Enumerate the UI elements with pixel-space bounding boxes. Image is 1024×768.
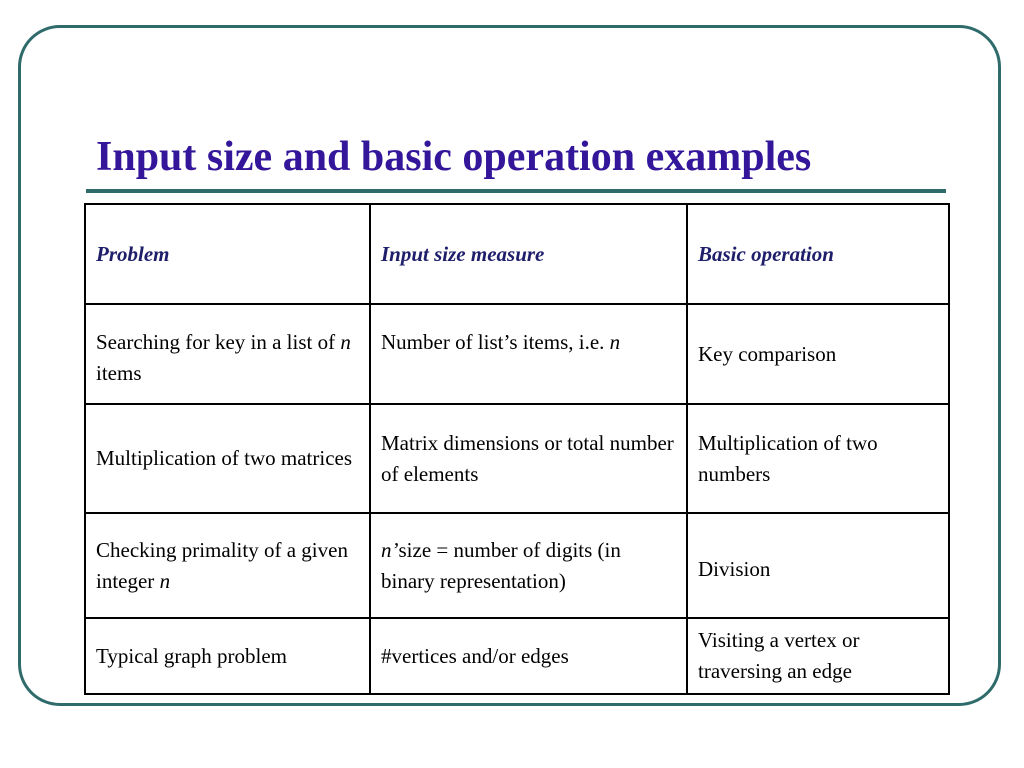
problem-text: Typical graph problem [96, 643, 287, 668]
problem-cell [85, 304, 370, 404]
problem-text: Searching for key in a list of [96, 330, 341, 354]
table-row [85, 618, 949, 694]
problem-cell [85, 513, 370, 618]
header-basic-operation: Basic operation [687, 204, 949, 304]
title-underline [86, 189, 946, 193]
problem-text: Multiplication of two matrices [96, 446, 353, 470]
problem-text-tail: items [96, 361, 142, 385]
header-input-size-measure: Input size measure [370, 204, 687, 304]
input-size-variable: n [609, 330, 621, 354]
table-row [85, 513, 949, 618]
table-header-row [85, 204, 949, 304]
input-size-variable: n’ [381, 537, 399, 562]
basic-operation-cell: Visiting a vertex or traversing an edge [687, 618, 949, 694]
input-size-text: Number of list’s items, i.e. [381, 330, 610, 354]
basic-operation-cell: Multiplication of two numbers [687, 404, 949, 513]
table-row [85, 404, 949, 513]
input-size-cell [370, 404, 687, 513]
header-problem: Problem [85, 204, 370, 304]
table-row [85, 304, 949, 404]
problem-cell [85, 404, 370, 513]
input-size-cell [370, 618, 687, 694]
problem-text: Checking primality of a given integer [96, 537, 348, 593]
basic-operation-cell: Key comparison [687, 304, 949, 404]
problem-variable: n [340, 330, 351, 354]
problem-cell [85, 618, 370, 694]
input-size-text: #vertices and/or edges [381, 643, 569, 668]
input-size-text-tail: size = number of digits (in binary representation) [381, 537, 621, 593]
basic-operation-cell: Division [687, 513, 949, 618]
input-size-cell [370, 513, 687, 618]
input-size-text: Matrix dimensions or total number of elements [381, 430, 674, 486]
input-size-cell [370, 304, 687, 404]
examples-table [84, 203, 950, 695]
problem-variable: n [159, 568, 171, 593]
slide-title: Input size and basic operation examples [96, 134, 812, 180]
